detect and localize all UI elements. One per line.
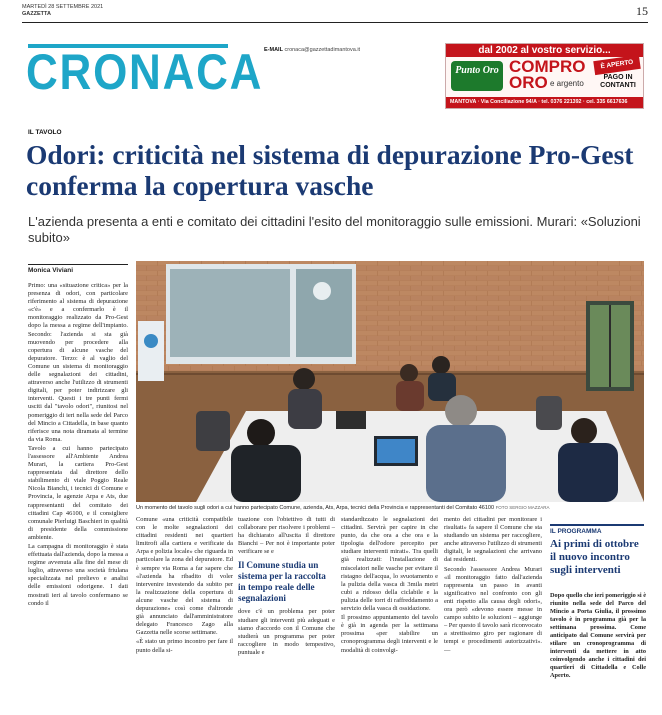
photo-caption	[136, 504, 644, 512]
paragraph: «È stato un primo incontro per fare il punto della si-	[136, 638, 233, 654]
ad-compro: COMPRO	[509, 57, 586, 76]
email-line	[264, 47, 360, 54]
ad-argento: e argento	[550, 79, 584, 88]
paragraph: Primo: una «situazione critica» per la presenza di odori, con particolare riferimento al sistema di depurazione «c'è» e a confermarlo è il monitoraggio realizzato da Pro-Gest dopo la messa a regime dell'impianto. Secondo: l'azienda si sta già muovendo per procedere alla copertura di alcune vasche del depuratore. Terzo: è al vaglio del Comune un sistema di monitoraggio delle segnalazioni dei cittadini, attraverso anche l'utilizzo di strumenti digitali, per poter indirizzare gli interventi. Questi i tre punti fermi usciti dal "tavolo odori", riunitosi nel pomeriggio di ieri nella sede del Parco del Mincio a Cittadella, in base quanto riferisce una nota diramata al termine da via Roma.	[28, 282, 128, 443]
paragraph: Secondo l'assessore Andrea Murari «il monitoraggio fatto dall'azienda rappresenta un passo in avanti significativo nel confronto con gli enti rispetto alla causa degli odori», ora però «devono essere messe in campo subito le soluzioni – aggiunge – Per questo il tavolo sarà riconvocato a strettissimo giro per ragionare di tempi e procedimenti autorizzativi». —	[444, 565, 542, 654]
column-4	[341, 516, 438, 712]
paragraph: Tavolo a cui hanno partecipato l'assessore all'Ambiente Andrea Murari, la cartiera Pro-Gest rappresentata dal direttore dello stabilimento di viale Poggio Reale Nicola Bianchi, i tecnici di Comune e Provincia, le agenzie Arpa e Ats, due rappresentanti del comitato dei cittadini Cap 46100, e il consigliere comunale Pierluigi Baschieri in qualità di presidente della commissione ambiente.	[28, 444, 128, 541]
sidebar-kicker: IL PROGRAMMA	[550, 524, 644, 536]
ad-open-badge: È APERTO	[593, 55, 641, 75]
email-label: E-MAIL	[264, 47, 283, 53]
article-kicker: IL TAVOLO	[28, 129, 62, 136]
column-3	[238, 516, 335, 712]
section-title: CRONACA	[26, 44, 264, 100]
photo-credit: FOTO SERGIO MAZZARA	[495, 505, 550, 510]
sidebar-body: Dopo quello che ieri pomeriggio si è riunito nella sede del Parco del Mincio a Porta Giulia, il prossimo tavolo è in programma già per la settimana prossima. Come anticipato dal Comune servirà per stilare un cronoprogramma di interventi da mettere in atto coinvolgendo anche i cittadini dei quartieri di Cittadella e Colle Aperto.	[550, 592, 646, 679]
meeting-photo-illustration	[136, 261, 644, 502]
paragraph: tuazione con l'obiettivo di tutti di collaborare per risolvere i problemi – ha dichiarato all'uscita il direttore Bianchi – Per noi è importante poter verificare se e	[238, 516, 335, 556]
headline: Odori: criticità nel sistema di depurazione Pro-Gest conferma la copertura vasche	[26, 139, 634, 201]
meeting-photo	[136, 261, 644, 502]
paragraph: standardizzato le segnalazioni dei cittadini. Servirà per capire in che punto, da che ora a che ora e la tipologia dell'odore percepito per studiare interventi mirati». Tra quelli già realizzati: l'installazione di miscelatori nelle vasche per evitare il ristagno dell'acqua, lo svuotamento e la pulizia della vasca di 3mila metri cubi a ridosso della ciclabile e la pulizia delle torri di raffreddamento a servizio della vasca di ossidazione.	[341, 516, 438, 613]
ad-slogan: dal 2002 al vostro servizio...	[446, 44, 643, 57]
column-1	[28, 282, 128, 712]
column-2	[136, 516, 233, 712]
sidebar-title: Ai primi di ottobre il nuovo incontro sugli interventi	[550, 538, 639, 576]
advertisement	[445, 43, 644, 109]
email-address: cronaca@gazzettadimantova.it	[284, 47, 361, 53]
byline: Monica Viviani	[28, 264, 128, 275]
article-subtitle: Il Comune studia un sistema per la raccolta in tempo reale delle segnalazioni	[238, 560, 326, 604]
header-rule	[22, 22, 648, 23]
ad-logo: Punto Oro	[451, 61, 503, 91]
column-5	[444, 516, 542, 712]
paragraph: dove c'è un problema per poter studiare gli interventi più adeguati e siamo d'accordo con il Comune che studierà un programma per poter raccogliere in modo tempestivo, puntuale e	[238, 608, 335, 656]
dateline: MARTEDÌ 28 SETTEMBRE 2021	[22, 4, 104, 10]
paragraph: La campagna di monitoraggio è stata effettuata dall'azienda, dopo la messa a regime avvenuta alla fine del mese di luglio, attraverso una società friulana specializzata nel prelievo e analisi delle emissioni odorigene. I dati mostrati ieri al tavolo confermano se condo il	[28, 543, 128, 607]
subheadline: L'azienda presenta a enti e comitato dei cittadini l'esito del monitoraggio sulle emissioni. Murari: «Soluzioni subito»	[28, 214, 641, 245]
paragraph: mento dei cittadini per monitorare i risultati» fa sapere il Comune che sta studiando un sistema per raccogliere, anche attraverso l'utilizzo di strumenti digitali, le segnalazioni che arrivano dai residenti.	[444, 516, 542, 564]
ad-oro: ORO	[509, 73, 548, 92]
ad-footer: MANTOVA · Via Conciliazione 94/A · tel. 0376 221392 · cel. 335 6617636	[446, 97, 643, 108]
page-number: 15	[636, 4, 648, 18]
newspaper-name: GAZZETTA	[22, 11, 51, 17]
ad-cash: PAGO IN CONTANTI	[600, 74, 636, 89]
photo-caption-text: Un momento del tavolo sugli odori a cui hanno partecipato Comune, azienda, Ats, Arpa, tecnici della Provincia e rappresentanti del Comitato 46100	[136, 505, 495, 511]
paragraph: Comune «una criticità compatibile con le molte segnalazioni dei cittadini residenti nei quartieri limitrofi alla cartiera e verificate da Arpa e polizia locale» che riguarda in particolare la zona del depuratore. Ed è sempre via Roma a far sapere che «l'azienda ha ribadito di voler intervenire investendo da subito per la realizzazione della copertura di alcune vasche del sistema di depurazione» così come d'altronde già annunciato dall'amministratore delegato Francesco Zago alla Gazzetta nelle scorse settimane.	[136, 516, 233, 637]
paragraph: Il prossimo appuntamento del tavolo è già in agenda per la settimana prossima «per stabilire un cronoprogramma degli interventi e le modalità di coinvolgi-	[341, 614, 438, 654]
